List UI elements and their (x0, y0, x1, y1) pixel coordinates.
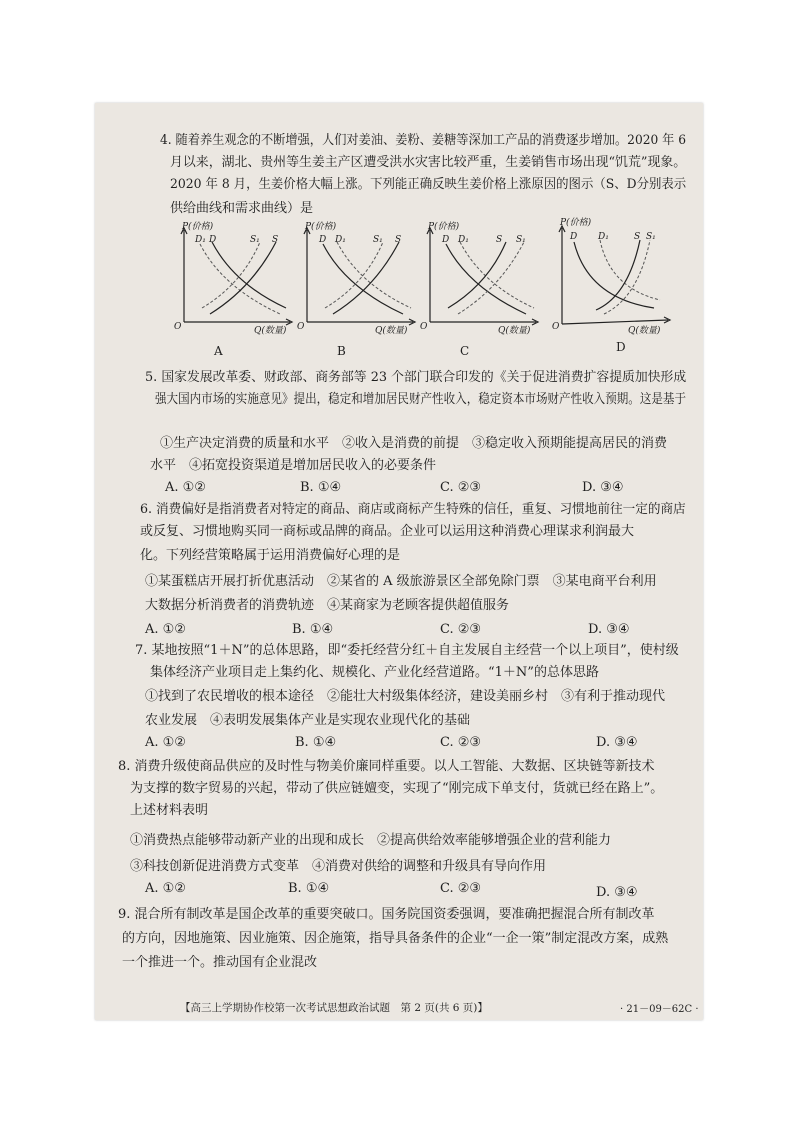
q5-option-d: D. ③④ (582, 480, 624, 495)
graph-b-svg (295, 222, 423, 357)
q7-option-d: D. ③④ (596, 735, 638, 750)
q7-option-a: A. ①② (145, 735, 186, 750)
q7-line-2: 集体经济产业项目走上集约化、规模化、产业化经营道路。“1＋N”的总体思路 (150, 665, 599, 680)
graph-a-caption: A (214, 344, 223, 358)
q8-line-4: ①消费热点能够带动新产业的出现和成长 ②提高供给效率能够增强企业的营利能力 (130, 833, 612, 848)
q6-line-2: 或反复、习惯地购买同一商标或品牌的商品。企业可以运用这种消费心理谋求利润最大 (140, 524, 635, 539)
q7-option-c: C. ②③ (440, 735, 482, 750)
graph-b-curve-2: D₁ (335, 235, 346, 245)
graph-a-curve-1: D₁ (195, 235, 206, 245)
graph-d-caption: D (616, 340, 626, 354)
q9-line-3: 一个推进一个。推动国有企业混改 (122, 955, 318, 970)
graph-d-curve-4: S₁ (646, 232, 656, 242)
q7-line-3: ①找到了农民增收的根本途径 ②能壮大村级集体经济，建设美丽乡村 ③有利于推动现代 (145, 689, 666, 704)
graph-b-caption: B (337, 344, 346, 358)
q8-line-3: 上述材料表明 (130, 803, 209, 818)
graph-c-caption: C (460, 344, 470, 358)
q4-line-1: 4. 随着养生观念的不断增强，人们对姜油、姜粉、姜糖等深加工产品的消费逐步增加。2020 年 6 (160, 133, 686, 148)
q5-option-c: C. ②③ (440, 480, 482, 495)
graph-a (172, 222, 300, 357)
q6-option-d: D. ③④ (588, 622, 630, 637)
graph-a-curve-4: S (272, 235, 279, 245)
graph-b (295, 222, 423, 357)
q6-option-b: B. ①④ (292, 622, 334, 637)
q7-line-4: 农业发展 ④表明发展集体产业是实现农业现代化的基础 (145, 713, 471, 728)
graph-b-origin: O (297, 322, 305, 332)
graph-d-curve-1: D (570, 232, 578, 242)
graph-b-curve-1: D (319, 235, 327, 245)
page-footer: 【高三上学期协作校第一次考试思想政治试题 第 2 页(共 6 页)】 (180, 1002, 488, 1014)
q6-option-c: C. ②③ (440, 622, 482, 637)
graph-c-ylabel: P(价格) (428, 222, 460, 232)
graph-d-xlabel: Q(数量) (628, 326, 661, 336)
graph-b-curve-4: S (395, 235, 402, 245)
graph-c-origin: O (420, 322, 428, 332)
q9-line-2: 的方向，因地施策、因业施策、因企施策，指导具备条件的企业“一企一策”制定混改方案，成熟 (122, 931, 669, 946)
q5-line-4: 水平 ④拓宽投资渠道是增加居民收入的必要条件 (150, 458, 437, 473)
graph-a-curve-3: S₁ (250, 235, 260, 245)
q8-line-5: ③科技创新促进消费方式变革 ④消费对供给的调整和升级具有导向作用 (130, 859, 547, 874)
q6-line-4: ①某蛋糕店开展打折优惠活动 ②某省的 A 级旅游景区全部免除门票 ③某电商平台利用 (145, 574, 657, 589)
graph-d-origin: O (552, 322, 560, 332)
graph-b-xlabel: Q(数量) (375, 326, 408, 336)
q5-line-2: 强大国内市场的实施意见》提出，稳定和增加居民财产性收入，稳定资本市场财产性收入预期。这是基于 (155, 392, 687, 407)
q5-option-a: A. ①② (165, 480, 206, 495)
q5-line-1: 5. 国家发展改革委、财政部、商务部等 23 个部门联合印发的《关于促进消费扩容提质加快形成 (145, 370, 687, 385)
graph-c-curve-2: D₁ (458, 235, 469, 245)
q8-option-b: B. ①④ (288, 881, 330, 896)
q8-line-1: 8. 消费升级使商品供应的及时性与物美价廉同样重要。以人工智能、大数据、区块链等新技术 (118, 759, 655, 774)
q8-line-2: 为支撑的数字贸易的兴起，带动了供应链嬗变，实现了“刚完成下单支付，货就已经在路上”。 (130, 781, 664, 796)
graph-c-curve-4: S₁ (516, 235, 526, 245)
q8-option-a: A. ①② (145, 881, 186, 896)
graph-c-svg (418, 222, 546, 357)
q8-option-c: C. ②③ (440, 881, 482, 896)
q5-line-3: ①生产决定消费的质量和水平 ②收入是消费的前提 ③稳定收入预期能提高居民的消费 (160, 436, 668, 451)
graph-a-xlabel: Q(数量) (254, 326, 287, 336)
graph-a-origin: O (174, 322, 182, 332)
q6-line-1: 6. 消费偏好是指消费者对特定的商品、商店或商标产生特殊的信任，重复、习惯地前往一定的商店 (140, 502, 686, 517)
graph-c-curve-3: S (496, 235, 503, 245)
q7-option-b: B. ①④ (295, 735, 337, 750)
q4-line-4: 供给曲线和需求曲线）是 (170, 201, 314, 216)
q6-line-5: 大数据分析消费者的消费轨迹 ④某商家为老顾客提供超值服务 (145, 598, 510, 613)
q4-line-2: 月以来，湖北、贵州等生姜主产区遭受洪水灾害比较严重，生姜销售市场出现“饥荒”现象。 (170, 155, 687, 170)
graph-d-ylabel: P(价格) (560, 218, 592, 228)
q4-line-3: 2020 年 8 月，生姜价格大幅上涨。下列能正确反映生姜价格上涨原因的图示（S、D分别表示 (170, 177, 687, 192)
q9-line-1: 9. 混合所有制改革是国企改革的重要突破口。国务院国资委强调，要准确把握混合所有制改革 (118, 907, 655, 922)
q5-option-b: B. ①④ (300, 480, 342, 495)
graph-c-xlabel: Q(数量) (498, 326, 531, 336)
graph-d-curve-3: S (634, 232, 641, 242)
graph-c-curve-1: D (442, 235, 450, 245)
graph-a-ylabel: P(价格) (182, 222, 214, 232)
q6-line-3: 化。下列经营策略属于运用消费偏好心理的是 (140, 548, 401, 563)
graph-d-curve-2: D₁ (598, 232, 609, 242)
graph-b-ylabel: P(价格) (305, 222, 337, 232)
graph-a-svg (172, 222, 300, 357)
graph-a-curve-2: D (209, 235, 217, 245)
graph-d (550, 218, 678, 353)
graph-c (418, 222, 546, 357)
q6-option-a: A. ①② (145, 622, 186, 637)
paper-code: · 21－09－62C · (620, 1004, 699, 1015)
q7-line-1: 7. 某地按照“1＋N”的总体思路，即“委托经营分红＋自主发展自主经营一个以上项目”，使村级 (135, 643, 679, 658)
graph-b-curve-3: S₁ (373, 235, 383, 245)
q8-option-d: D. ③④ (596, 885, 638, 900)
